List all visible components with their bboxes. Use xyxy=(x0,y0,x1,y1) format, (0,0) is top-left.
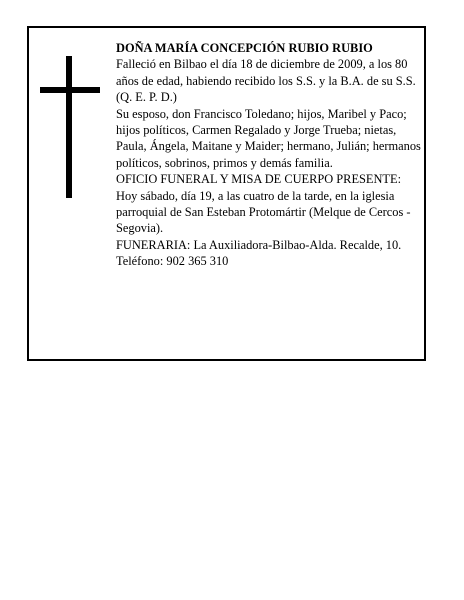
funeral-info: OFICIO FUNERAL Y MISA DE CUERPO PRESENTE: Hoy sábado, día 19, a las cuatro de la tarde, en la iglesia parroquial de San Esteban Protomártir (Melque de Cercos - Segovia). xyxy=(116,172,411,236)
cross-icon xyxy=(40,56,100,198)
family-list: Su esposo, don Francisco Toledano; hijos, Maribel y Paco; hijos políticos, Carmen Regalado y Jorge Trueba; nietas, Paula, Ángela, Maitane y Maider; hermano, Julián; hermanos políticos, sobrinos, primos y demás familia. xyxy=(116,106,421,170)
death-details: Falleció en Bilbao el día 18 de diciembre de 2009, a los 80 años de edad, habiendo recibido los S.S. y la B.A. de su S.S. xyxy=(116,57,416,88)
rip-line: (Q. E. P. D.) xyxy=(116,90,177,105)
cross-vertical-bar xyxy=(66,56,72,198)
obituary-text xyxy=(116,40,421,270)
funeral-home-info: FUNERARIA: La Auxiliadora-Bilbao-Alda. Recalde, 10. Teléfono: 902 365 310 xyxy=(116,237,402,269)
cross-horizontal-bar xyxy=(40,87,100,93)
deceased-name: DOÑA MARÍA CONCEPCIÓN RUBIO RUBIO xyxy=(116,41,373,55)
obituary-frame xyxy=(27,26,426,361)
